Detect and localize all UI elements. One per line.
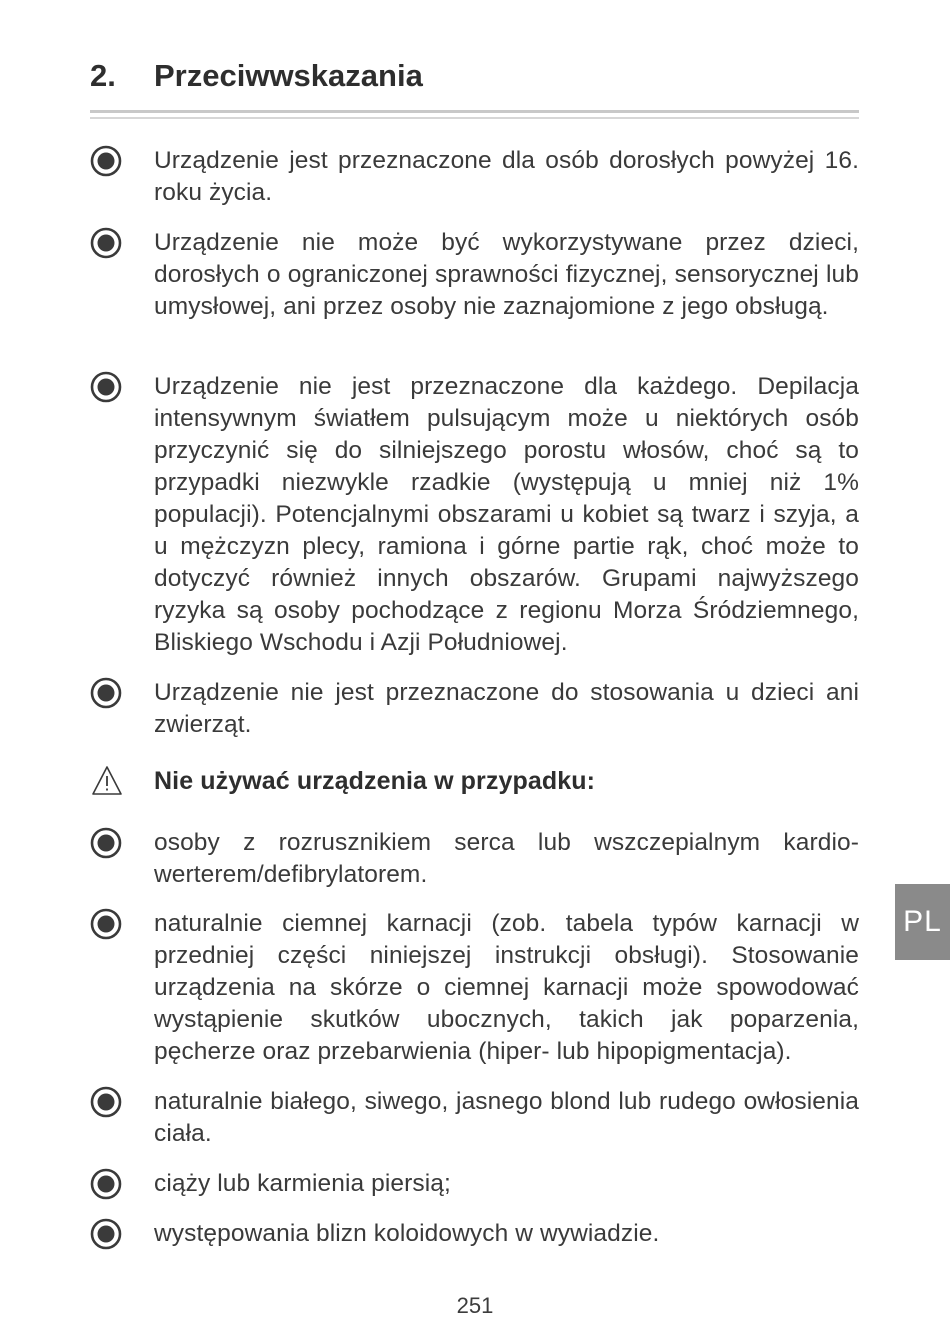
bullet-circle-icon [90,371,122,403]
list-item-text: występowania blizn koloidowych w wywiadzie. [154,1220,660,1247]
bullet-circle-icon [90,145,122,177]
heading-rule-bottom [90,117,859,119]
bullet-circle-icon [90,908,122,940]
bullet-circle-icon [90,1168,122,1200]
language-tab: PL [895,884,950,960]
section-number: 2. [90,58,116,93]
list-item-text: naturalnie ciemnej karnacji (zob. tabela typów karnacji w przedniej części niniejszej instrukcji obsługi). Stosowanie urządzenia na skórze o ciemnej karnacji może spowodować wystąpienie skutków ubocznych, takich jak poparzenia, pęcherze oraz przebarwienia (hiper- lub hipopigmentacja). [154,910,859,1065]
list-item-text: osoby z rozrusznikiem serca lub wszczepialnym kardio-werterem/defibrylatorem. [154,829,859,888]
warning-triangle-icon [89,765,125,797]
page-number: 251 [456,1293,494,1318]
warning-text: Nie używać urządzenia w przypadku: [154,767,596,795]
bullet-circle-icon [90,827,122,859]
bullet-circle-icon [90,1218,122,1250]
section-title: Przeciwwskazania [154,58,423,93]
bullet-circle-icon [90,1086,122,1118]
bullet-circle-icon [90,677,122,709]
list-item-text: Urządzenie nie jest przeznaczone dla każdego. Depilacja intensywnym światłem pulsującym może u niektórych osób przyczynić się do silniejszego porostu włosów, choć są to przypadki niezwykle rzadkie (występują u mniej niż 1% populacji). Potencjalnymi obszarami u kobiet są twarz i szyja, a u mężczyzn plecy, ramiona i górne partie rąk, choć może to dotyczyć również innych obszarów. Grupami najwyższego ryzyka są osoby pochodzące z regionu Morza Śródziemnego, Bliskiego Wschodu i Azji Południowej. [154,373,859,656]
list-item-text: Urządzenie nie jest przeznaczone do stosowania u dzieci ani zwierząt. [154,679,859,738]
list-item-text: Urządzenie nie może być wykorzystywane przez dzieci, dorosłych o ograniczonej sprawności fizycznej, sensorycznej lub umysłowej, ani przez osoby nie zaznajomione z jego obsługą. [154,229,859,320]
bullet-circle-icon [90,227,122,259]
list-item-text: naturalnie białego, siwego, jasnego blond lub rudego owłosienia ciała. [154,1088,859,1147]
section-heading [90,58,423,94]
heading-rule-top [90,110,859,113]
list-item-text: ciąży lub karmienia piersią; [154,1170,451,1197]
list-item-text: Urządzenie jest przeznaczone dla osób dorosłych powyżej 16. roku życia. [154,147,859,206]
